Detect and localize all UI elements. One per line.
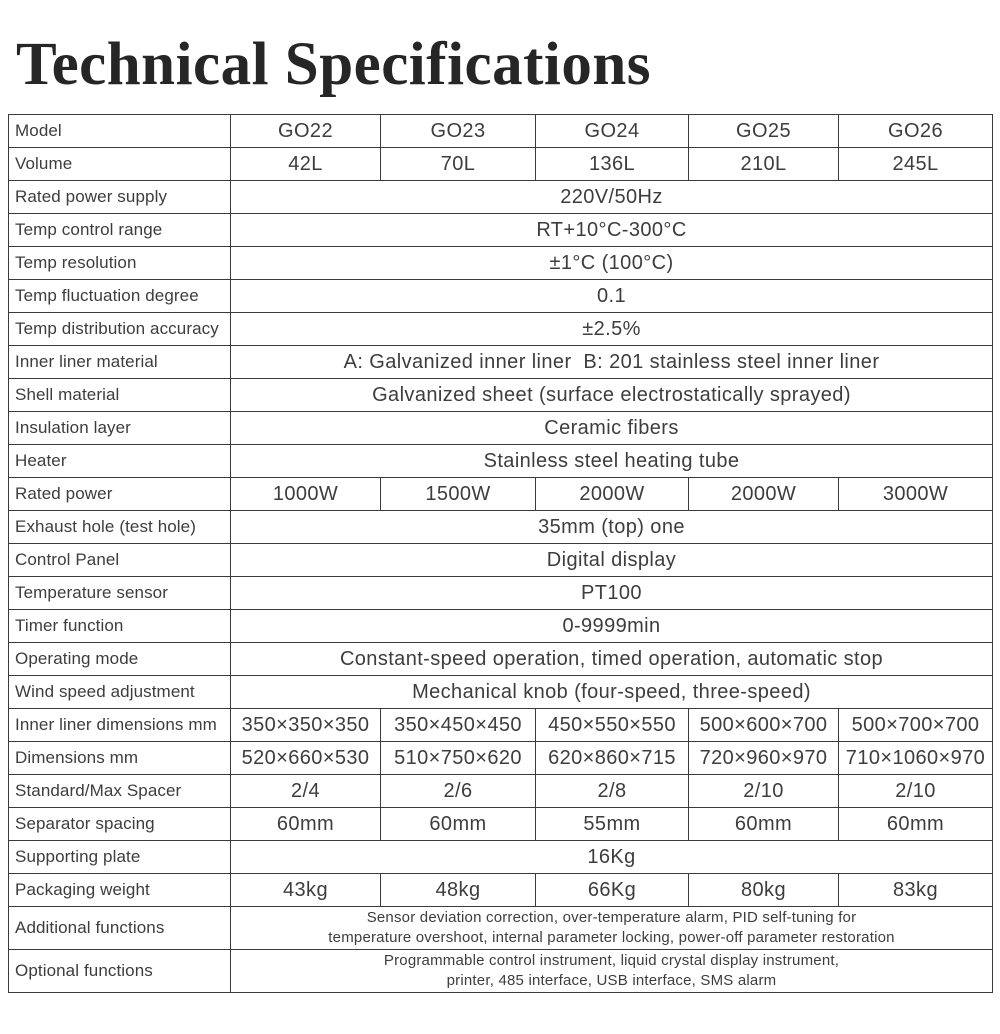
value-cell: 60mm — [839, 808, 993, 841]
merged-value-cell: ±1°C (100°C) — [231, 247, 993, 280]
value-cell: GO26 — [839, 115, 993, 148]
value-cell: 42L — [231, 148, 381, 181]
merged-value-cell: Galvanized sheet (surface electrostatically sprayed) — [231, 379, 993, 412]
merged-value-cell: Programmable control instrument, liquid crystal display instrument, printer, 485 interface, USB interface, SMS alarm — [231, 950, 993, 993]
value-cell: 2/10 — [689, 775, 839, 808]
row-label-cell: Optional functions — [9, 950, 231, 993]
value-cell: 245L — [839, 148, 993, 181]
merged-value-cell: ±2.5% — [231, 313, 993, 346]
table-row — [9, 379, 993, 412]
merged-value-cell: Stainless steel heating tube — [231, 445, 993, 478]
value-cell: 2000W — [536, 478, 689, 511]
value-cell: 1500W — [381, 478, 536, 511]
page — [0, 31, 1000, 1034]
table-row — [9, 610, 993, 643]
table-row — [9, 115, 993, 148]
merged-value-cell: RT+10°C-300°C — [231, 214, 993, 247]
table-row — [9, 742, 993, 775]
merged-value-cell: Ceramic fibers — [231, 412, 993, 445]
value-cell: 350×350×350 — [231, 709, 381, 742]
spec-table — [8, 114, 993, 993]
row-label-cell: Separator spacing — [9, 808, 231, 841]
merged-value-cell: 35mm (top) one — [231, 511, 993, 544]
value-cell: 2000W — [689, 478, 839, 511]
table-row — [9, 676, 993, 709]
value-cell: 60mm — [689, 808, 839, 841]
value-cell: 350×450×450 — [381, 709, 536, 742]
row-label-cell: Shell material — [9, 379, 231, 412]
value-cell: 136L — [536, 148, 689, 181]
table-row — [9, 841, 993, 874]
row-label-cell: Exhaust hole (test hole) — [9, 511, 231, 544]
row-label-cell: Rated power — [9, 478, 231, 511]
row-label-cell: Additional functions — [9, 907, 231, 950]
row-label-cell: Standard/Max Spacer — [9, 775, 231, 808]
table-row — [9, 181, 993, 214]
row-label-cell: Model — [9, 115, 231, 148]
value-cell: 70L — [381, 148, 536, 181]
value-cell: 720×960×970 — [689, 742, 839, 775]
value-cell: 1000W — [231, 478, 381, 511]
value-cell: 2/10 — [839, 775, 993, 808]
table-row — [9, 544, 993, 577]
value-cell: 450×550×550 — [536, 709, 689, 742]
value-cell: 2/8 — [536, 775, 689, 808]
value-cell: 710×1060×970 — [839, 742, 993, 775]
table-row — [9, 511, 993, 544]
table-row — [9, 643, 993, 676]
spec-table-body — [9, 115, 993, 993]
value-cell: 55mm — [536, 808, 689, 841]
row-label-cell: Temp control range — [9, 214, 231, 247]
value-cell: 210L — [689, 148, 839, 181]
merged-value-cell: PT100 — [231, 577, 993, 610]
row-label-cell: Temp fluctuation degree — [9, 280, 231, 313]
row-label-cell: Insulation layer — [9, 412, 231, 445]
row-label-cell: Volume — [9, 148, 231, 181]
value-cell: 80kg — [689, 874, 839, 907]
row-label-cell: Timer function — [9, 610, 231, 643]
table-row — [9, 445, 993, 478]
table-row — [9, 709, 993, 742]
row-label-cell: Temp distribution accuracy — [9, 313, 231, 346]
table-row — [9, 247, 993, 280]
row-label-cell: Inner liner material — [9, 346, 231, 379]
merged-value-cell: 0.1 — [231, 280, 993, 313]
merged-value-cell: 0-9999min — [231, 610, 993, 643]
value-cell: 60mm — [381, 808, 536, 841]
row-label-cell: Rated power supply — [9, 181, 231, 214]
row-label-cell: Heater — [9, 445, 231, 478]
value-cell: 43kg — [231, 874, 381, 907]
value-cell: 66Kg — [536, 874, 689, 907]
value-cell: 60mm — [231, 808, 381, 841]
value-cell: 520×660×530 — [231, 742, 381, 775]
merged-value-cell: A: Galvanized inner liner B: 201 stainless steel inner liner — [231, 346, 993, 379]
table-row — [9, 412, 993, 445]
table-row — [9, 950, 993, 993]
value-cell: 2/4 — [231, 775, 381, 808]
row-label-cell: Packaging weight — [9, 874, 231, 907]
value-cell: 83kg — [839, 874, 993, 907]
row-label-cell: Operating mode — [9, 643, 231, 676]
value-cell: 500×700×700 — [839, 709, 993, 742]
table-row — [9, 808, 993, 841]
value-cell: GO22 — [231, 115, 381, 148]
merged-value-cell: Sensor deviation correction, over-temperature alarm, PID self-tuning for temperature overshoot, internal parameter locking, power-off parameter restoration — [231, 907, 993, 950]
page-title: Technical Specifications — [16, 31, 652, 98]
table-row — [9, 214, 993, 247]
row-label-cell: Temperature sensor — [9, 577, 231, 610]
row-label-cell: Wind speed adjustment — [9, 676, 231, 709]
table-row — [9, 874, 993, 907]
value-cell: GO23 — [381, 115, 536, 148]
value-cell: 510×750×620 — [381, 742, 536, 775]
merged-value-cell: Digital display — [231, 544, 993, 577]
row-label-cell: Supporting plate — [9, 841, 231, 874]
merged-value-cell: Mechanical knob (four-speed, three-speed) — [231, 676, 993, 709]
merged-value-cell: Constant-speed operation, timed operation, automatic stop — [231, 643, 993, 676]
value-cell: 2/6 — [381, 775, 536, 808]
row-label-cell: Dimensions mm — [9, 742, 231, 775]
table-row — [9, 775, 993, 808]
table-row — [9, 907, 993, 950]
table-row — [9, 577, 993, 610]
row-label-cell: Inner liner dimensions mm — [9, 709, 231, 742]
value-cell: GO25 — [689, 115, 839, 148]
table-row — [9, 313, 993, 346]
table-row — [9, 478, 993, 511]
table-row — [9, 280, 993, 313]
row-label-cell: Temp resolution — [9, 247, 231, 280]
value-cell: 48kg — [381, 874, 536, 907]
value-cell: 620×860×715 — [536, 742, 689, 775]
table-row — [9, 148, 993, 181]
value-cell: 500×600×700 — [689, 709, 839, 742]
value-cell: GO24 — [536, 115, 689, 148]
merged-value-cell: 16Kg — [231, 841, 993, 874]
table-row — [9, 346, 993, 379]
value-cell: 3000W — [839, 478, 993, 511]
row-label-cell: Control Panel — [9, 544, 231, 577]
merged-value-cell: 220V/50Hz — [231, 181, 993, 214]
